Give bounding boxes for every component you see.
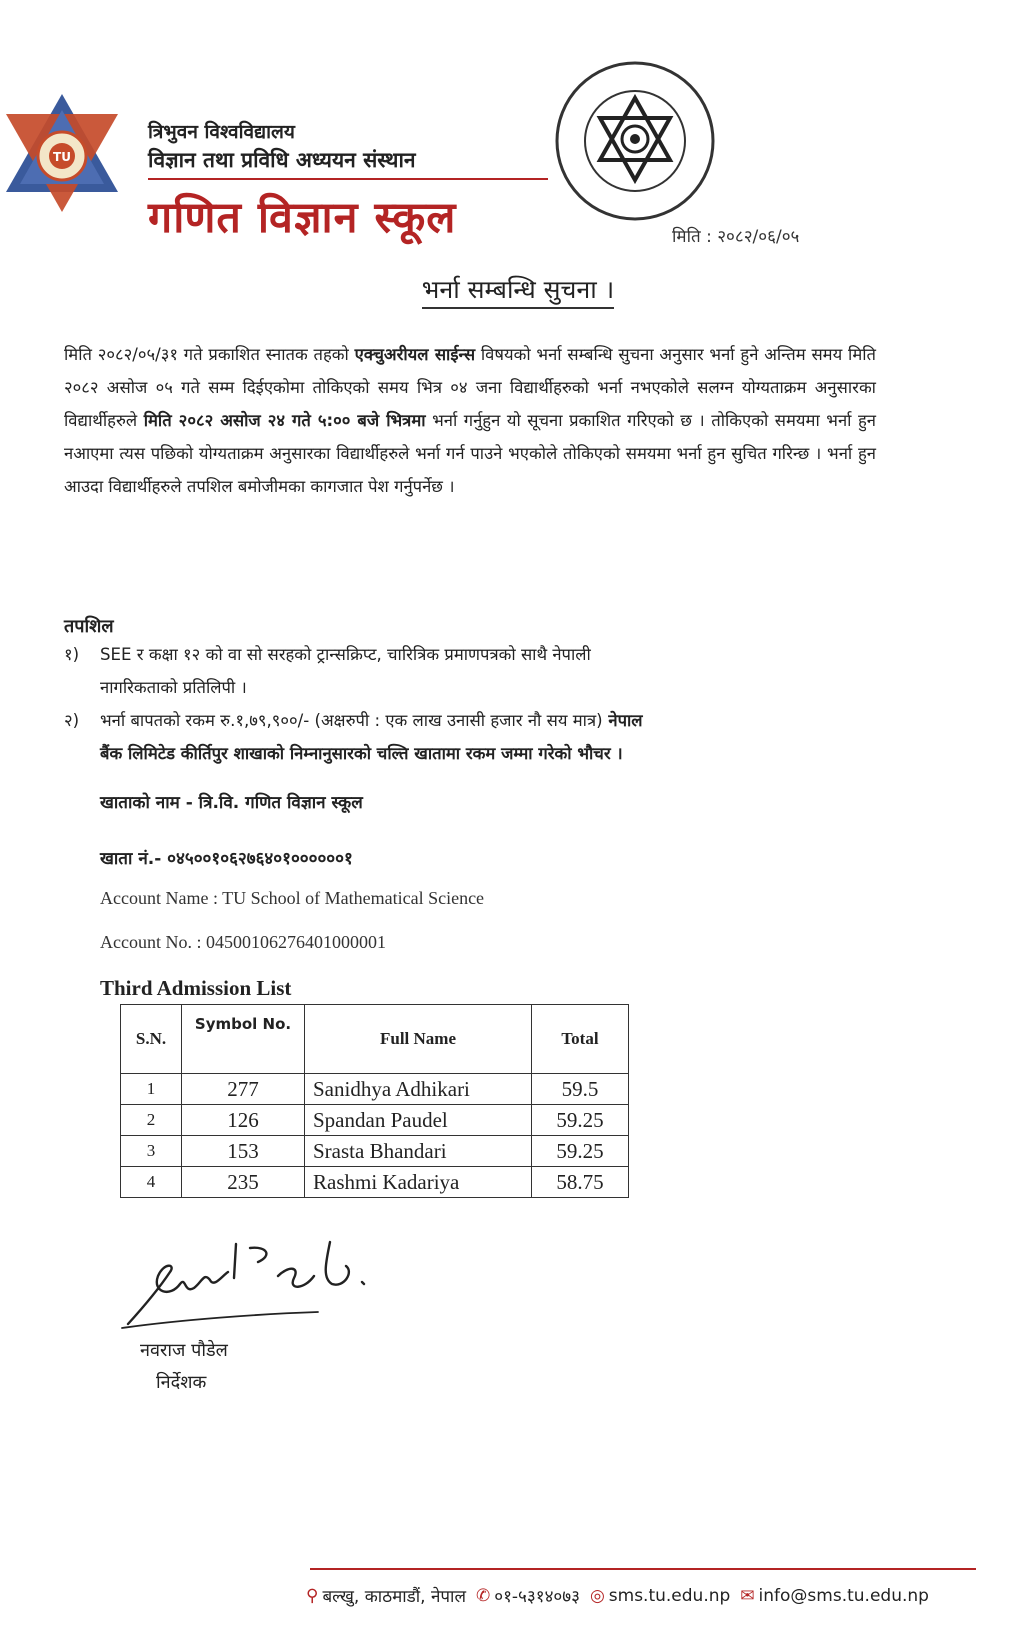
school-name: गणित विज्ञान स्कूल — [148, 193, 457, 243]
cell-symbol: 235 — [182, 1167, 305, 1198]
cell-symbol: 277 — [182, 1074, 305, 1105]
account-name-np: खाताको नाम - त्रि.वि. गणित विज्ञान स्कूल — [100, 793, 363, 813]
document-item-2: २) भर्ना बापतको रकम रु.१,७९,९००/- (अक्षरुपी : एक लाख उनासी हजार नौ सय मात्र) नेपाल बैंक लिमिटेड कीर्तिपुर शाखाको निम्नानुसारको चल्ति खातामा रकम जम्मा गरेको भौचर । — [64, 711, 643, 763]
footer-address: बल्खु, काठमाडौं, नेपाल — [322, 1587, 466, 1607]
footer-divider — [310, 1568, 976, 1570]
globe-icon: ◎ — [589, 1585, 605, 1606]
footer-email[interactable]: info@sms.tu.edu.np — [758, 1585, 929, 1606]
email-icon: ✉ — [740, 1585, 755, 1606]
column-header-name: Full Name — [305, 1005, 532, 1074]
header-divider — [148, 178, 548, 180]
cell-sn: 1 — [121, 1074, 182, 1105]
notice-paragraph: मिति २०८२/०५/३१ गते प्रकाशित स्नातक तहको एक्चुअरीयल साईन्स विषयको भर्ना सम्बन्धि सुचना अनुसार भर्ना हुने अन्तिम समय मिति २०८२ असोज ०५ गते सम्म दिईएकोमा तोकिएको समय भित्र ०४ जना विद्यार्थीहरुको भर्ना नभएकोले सलग्न योग्यताक्रम अनुसारका विद्यार्थीहरुले मिति २०८२ असोज २४ गते ५:०० बजे भित्रमा भर्ना गर्नुहुन यो सूचना प्रकाशित गरिएको छ । तोकिएको समयमा भर्ना हुन नआएमा त्यस पछिको योग्यताक्रम अनुसारका विद्यार्थीहरुले भर्ना गर्न पाउने भएकोले तोकिएको समयमा भर्ना हुन सुचित गरिन्छ । भर्ना हुन आउदा विद्यार्थीहरुले तपशिल बमोजीमका कागजात पेश गर्नुपर्नेछ । — [64, 345, 877, 496]
signature — [118, 1232, 378, 1338]
cell-sn: 2 — [121, 1105, 182, 1136]
table-header-row — [121, 1005, 629, 1074]
table-row — [121, 1105, 629, 1136]
school-seal-icon — [552, 58, 718, 224]
table-row — [121, 1136, 629, 1167]
cell-total: 58.75 — [532, 1167, 629, 1198]
cell-name: Srasta Bhandari — [305, 1136, 532, 1167]
account-number-en: Account No. : 04500106276401000001 — [100, 932, 386, 952]
documents-heading: तपशिल — [64, 616, 114, 637]
admission-table — [120, 1004, 629, 1198]
location-pin-icon: ⚲ — [306, 1585, 319, 1606]
column-header-sn: S.N. — [121, 1005, 182, 1074]
notice-title: भर्ना सम्बन्धि सुचना । — [0, 272, 1036, 306]
table-row — [121, 1074, 629, 1105]
phone-icon: ✆ — [475, 1585, 491, 1606]
footer-phone: ०१-५३१४०७३ — [494, 1587, 580, 1607]
cell-symbol: 126 — [182, 1105, 305, 1136]
footer-contact — [300, 1584, 929, 1607]
cell-name: Rashmi Kadariya — [305, 1167, 532, 1198]
table-row — [121, 1167, 629, 1198]
account-name-en: Account Name : TU School of Mathematical Science — [100, 888, 485, 908]
cell-sn: 4 — [121, 1167, 182, 1198]
cell-symbol: 153 — [182, 1136, 305, 1167]
cell-sn: 3 — [121, 1136, 182, 1167]
footer-website[interactable]: sms.tu.edu.np — [608, 1585, 731, 1606]
cell-total: 59.25 — [532, 1136, 629, 1167]
institute-name: विज्ञान तथा प्रविधि अध्ययन संस्थान — [148, 148, 416, 172]
column-header-symbol: Symbol No. — [182, 1005, 305, 1074]
signatory-title: निर्देशक — [156, 1372, 207, 1393]
column-header-total: Total — [532, 1005, 629, 1074]
document-item-1: १) SEE र कक्षा १२ को वा सो सरहको ट्रान्सक्रिप्ट, चारित्रिक प्रमाणपत्रको साथै नेपाली नागरिकताको प्रतिलिपी । — [64, 645, 591, 697]
cell-name: Spandan Paudel — [305, 1105, 532, 1136]
cell-total: 59.5 — [532, 1074, 629, 1105]
cell-name: Sanidhya Adhikari — [305, 1074, 532, 1105]
admission-list-title: Third Admission List — [100, 976, 292, 1000]
svg-text:TU: TU — [53, 150, 71, 164]
university-name: त्रिभुवन विश्वविद्यालय — [148, 121, 295, 143]
notice-date: मिति : २०८२/०६/०५ — [672, 227, 800, 247]
tu-logo — [0, 88, 124, 218]
cell-total: 59.25 — [532, 1105, 629, 1136]
account-number-np: खाता नं.- ०४५००१०६२७६४०१००००००१ — [100, 849, 353, 869]
signatory-name: नवराज पौडेल — [140, 1340, 228, 1361]
